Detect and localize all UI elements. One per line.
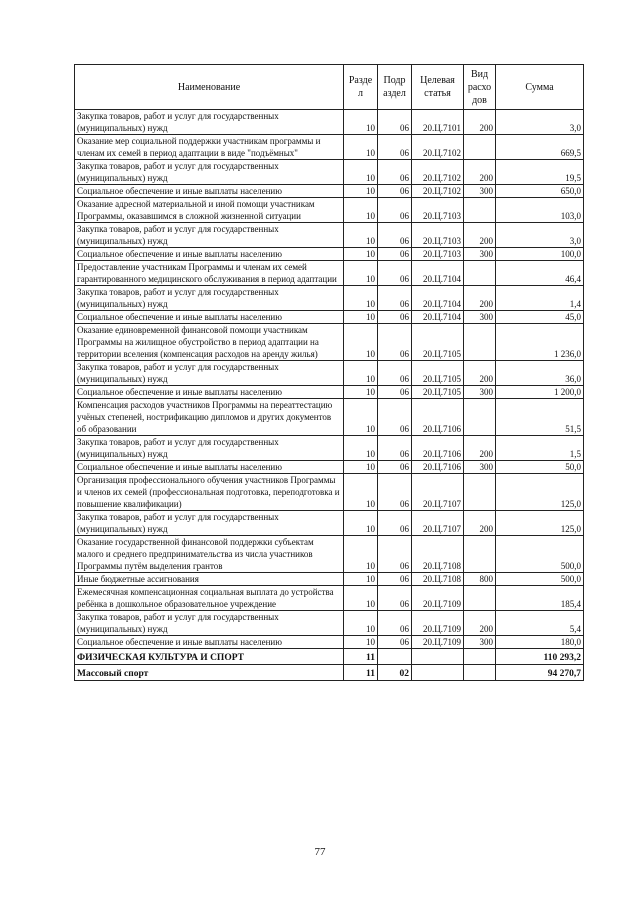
cell-amount: 46,4 [496, 261, 584, 286]
table-row [75, 361, 584, 386]
cell-section: 10 [344, 573, 378, 586]
cell-type: 200 [464, 611, 496, 636]
header-name: Наименование [75, 65, 344, 110]
cell-subsection: 06 [378, 135, 412, 160]
cell-type: 300 [464, 461, 496, 474]
cell-name: Социальное обеспечение и иные выплаты населению [75, 636, 344, 649]
cell-name: Предоставление участникам Программы и членам их семей гарантированного медицинского обслуживания в период адаптации [75, 261, 344, 286]
cell-target: 20.Ц.7107 [412, 474, 464, 511]
cell-name: Оказание единовременной финансовой помощи участникам Программы на жилищное обустройство в период адаптации на территории вселения (компенсация расходов на аренду жилья) [75, 324, 344, 361]
cell-type [464, 324, 496, 361]
cell-subsection: 06 [378, 611, 412, 636]
cell-target: 20.Ц.7102 [412, 160, 464, 185]
cell-target: 20.Ц.7109 [412, 636, 464, 649]
cell-type: 200 [464, 286, 496, 311]
cell-type [464, 665, 496, 681]
cell-target: 20.Ц.7104 [412, 286, 464, 311]
cell-name: Социальное обеспечение и иные выплаты населению [75, 311, 344, 324]
cell-amount: 103,0 [496, 198, 584, 223]
cell-target: 20.Ц.7105 [412, 324, 464, 361]
cell-section: 10 [344, 611, 378, 636]
table-row [75, 386, 584, 399]
table-row [75, 586, 584, 611]
cell-target [412, 649, 464, 665]
cell-name: Иные бюджетные ассигнования [75, 573, 344, 586]
cell-type: 300 [464, 185, 496, 198]
table-row [75, 311, 584, 324]
cell-section: 10 [344, 399, 378, 436]
cell-subsection: 06 [378, 110, 412, 135]
table-row [75, 261, 584, 286]
cell-section: 10 [344, 261, 378, 286]
cell-amount: 3,0 [496, 223, 584, 248]
cell-section: 10 [344, 461, 378, 474]
cell-type: 200 [464, 223, 496, 248]
cell-section: 10 [344, 135, 378, 160]
cell-amount: 500,0 [496, 536, 584, 573]
cell-subsection: 06 [378, 286, 412, 311]
cell-subsection: 06 [378, 198, 412, 223]
cell-type [464, 198, 496, 223]
cell-amount: 1 200,0 [496, 386, 584, 399]
table-row [75, 436, 584, 461]
cell-type: 800 [464, 573, 496, 586]
cell-section: 10 [344, 223, 378, 248]
cell-amount: 19,5 [496, 160, 584, 185]
cell-amount: 100,0 [496, 248, 584, 261]
cell-subsection: 06 [378, 536, 412, 573]
cell-subsection: 06 [378, 386, 412, 399]
cell-subsection: 06 [378, 586, 412, 611]
cell-name: Закупка товаров, работ и услуг для государственных (муниципальных) нужд [75, 511, 344, 536]
cell-target: 20.Ц.7101 [412, 110, 464, 135]
cell-section: 10 [344, 636, 378, 649]
cell-amount: 51,5 [496, 399, 584, 436]
cell-section: 10 [344, 474, 378, 511]
cell-type: 300 [464, 248, 496, 261]
cell-section: 10 [344, 361, 378, 386]
cell-section: 10 [344, 324, 378, 361]
cell-type: 300 [464, 636, 496, 649]
cell-name: Оказание мер социальной поддержки участникам программы и членам их семей в период адаптации в виде "подъёмных" [75, 135, 344, 160]
header-type-text: Вид расхо дов [467, 68, 492, 106]
cell-target: 20.Ц.7104 [412, 261, 464, 286]
cell-subsection: 06 [378, 361, 412, 386]
table-row [75, 185, 584, 198]
cell-type [464, 261, 496, 286]
cell-section: 10 [344, 185, 378, 198]
cell-amount: 125,0 [496, 474, 584, 511]
cell-name: Компенсация расходов участников Программы на переаттестацию учёных степеней, нострификацию дипломов и других документов об образовании [75, 399, 344, 436]
cell-section: 10 [344, 160, 378, 185]
table-row [75, 573, 584, 586]
cell-target: 20.Ц.7109 [412, 586, 464, 611]
cell-name: Социальное обеспечение и иные выплаты населению [75, 185, 344, 198]
table-header-row [75, 65, 584, 110]
header-section-text: Разде л [348, 75, 373, 99]
cell-subsection: 06 [378, 261, 412, 286]
cell-type: 300 [464, 311, 496, 324]
cell-name: Закупка товаров, работ и услуг для государственных (муниципальных) нужд [75, 160, 344, 185]
cell-section: 11 [344, 649, 378, 665]
cell-subsection: 06 [378, 324, 412, 361]
cell-subsection: 06 [378, 160, 412, 185]
table-row [75, 324, 584, 361]
cell-section: 10 [344, 248, 378, 261]
header-subsection [378, 65, 412, 110]
cell-target: 20.Ц.7103 [412, 223, 464, 248]
cell-target: 20.Ц.7105 [412, 361, 464, 386]
cell-subsection: 06 [378, 248, 412, 261]
cell-section: 10 [344, 311, 378, 324]
table-row [75, 665, 584, 681]
header-section [344, 65, 378, 110]
cell-subsection: 02 [378, 665, 412, 681]
cell-name: Массовый спорт [75, 665, 344, 681]
cell-name: Закупка товаров, работ и услуг для государственных (муниципальных) нужд [75, 110, 344, 135]
header-type [464, 65, 496, 110]
cell-section: 10 [344, 286, 378, 311]
cell-subsection: 06 [378, 573, 412, 586]
cell-target: 20.Ц.7106 [412, 461, 464, 474]
cell-type [464, 586, 496, 611]
cell-name: Социальное обеспечение и иные выплаты населению [75, 248, 344, 261]
table-row [75, 461, 584, 474]
table-row [75, 160, 584, 185]
cell-target: 20.Ц.7106 [412, 399, 464, 436]
cell-name: Оказание адресной материальной и иной помощи участникам Программы, оказавшимся в сложной жизненной ситуации [75, 198, 344, 223]
header-amount: Сумма [496, 65, 584, 110]
cell-target: 20.Ц.7102 [412, 135, 464, 160]
table-row [75, 536, 584, 573]
cell-target: 20.Ц.7103 [412, 248, 464, 261]
cell-section: 10 [344, 586, 378, 611]
cell-subsection: 06 [378, 223, 412, 248]
cell-target: 20.Ц.7106 [412, 436, 464, 461]
cell-amount: 1 236,0 [496, 324, 584, 361]
cell-amount: 5,4 [496, 611, 584, 636]
cell-name: Закупка товаров, работ и услуг для государственных (муниципальных) нужд [75, 223, 344, 248]
cell-amount: 180,0 [496, 636, 584, 649]
cell-target: 20.Ц.7108 [412, 536, 464, 573]
cell-subsection: 06 [378, 474, 412, 511]
cell-name: Оказание государственной финансовой поддержки субъектам малого и среднего предпринимательства из числа участников Программы путём выделения грантов [75, 536, 344, 573]
cell-type: 200 [464, 436, 496, 461]
cell-type [464, 399, 496, 436]
cell-name: Закупка товаров, работ и услуг для государственных (муниципальных) нужд [75, 436, 344, 461]
cell-amount: 1,4 [496, 286, 584, 311]
cell-amount: 50,0 [496, 461, 584, 474]
header-target [412, 65, 464, 110]
cell-type: 200 [464, 160, 496, 185]
cell-name: Социальное обеспечение и иные выплаты населению [75, 461, 344, 474]
table-row [75, 198, 584, 223]
cell-section: 10 [344, 511, 378, 536]
cell-type: 200 [464, 361, 496, 386]
cell-section: 10 [344, 386, 378, 399]
cell-amount: 500,0 [496, 573, 584, 586]
cell-type [464, 649, 496, 665]
cell-name: Закупка товаров, работ и услуг для государственных (муниципальных) нужд [75, 286, 344, 311]
table-body [75, 110, 584, 681]
cell-subsection: 06 [378, 511, 412, 536]
cell-target: 20.Ц.7108 [412, 573, 464, 586]
cell-amount: 185,4 [496, 586, 584, 611]
cell-subsection [378, 649, 412, 665]
cell-target: 20.Ц.7107 [412, 511, 464, 536]
cell-type: 300 [464, 386, 496, 399]
cell-section: 10 [344, 536, 378, 573]
table-row [75, 611, 584, 636]
cell-section: 10 [344, 436, 378, 461]
cell-amount: 650,0 [496, 185, 584, 198]
cell-subsection: 06 [378, 311, 412, 324]
cell-type: 200 [464, 110, 496, 135]
page-number: 77 [314, 846, 326, 858]
cell-amount: 125,0 [496, 511, 584, 536]
cell-type: 200 [464, 511, 496, 536]
cell-subsection: 06 [378, 399, 412, 436]
cell-subsection: 06 [378, 461, 412, 474]
cell-target [412, 665, 464, 681]
cell-amount: 3,0 [496, 110, 584, 135]
cell-amount: 1,5 [496, 436, 584, 461]
cell-section: 11 [344, 665, 378, 681]
cell-type [464, 536, 496, 573]
cell-section: 10 [344, 198, 378, 223]
cell-amount: 45,0 [496, 311, 584, 324]
cell-target: 20.Ц.7102 [412, 185, 464, 198]
cell-target: 20.Ц.7109 [412, 611, 464, 636]
cell-name: Закупка товаров, работ и услуг для государственных (муниципальных) нужд [75, 611, 344, 636]
cell-type [464, 135, 496, 160]
cell-name: Организация профессионального обучения участников Программы и членов их семей (профессиональная подготовка, переподготовка и повышение квалификации) [75, 474, 344, 511]
table-row [75, 223, 584, 248]
cell-amount: 94 270,7 [496, 665, 584, 681]
cell-name: Закупка товаров, работ и услуг для государственных (муниципальных) нужд [75, 361, 344, 386]
table-row [75, 649, 584, 665]
cell-subsection: 06 [378, 636, 412, 649]
cell-target: 20.Ц.7103 [412, 198, 464, 223]
table-row [75, 399, 584, 436]
header-subsection-text: Подр аздел [383, 75, 406, 99]
cell-amount: 110 293,2 [496, 649, 584, 665]
table-row [75, 511, 584, 536]
cell-name: Ежемесячная компенсационная социальная выплата до устройства ребёнка в дошкольное образовательное учреждение [75, 586, 344, 611]
header-target-text: Целевая статья [420, 75, 455, 99]
cell-amount: 669,5 [496, 135, 584, 160]
cell-type [464, 474, 496, 511]
table-row [75, 110, 584, 135]
table-row [75, 286, 584, 311]
cell-target: 20.Ц.7105 [412, 386, 464, 399]
budget-table [74, 64, 584, 681]
table-row [75, 248, 584, 261]
cell-name: Социальное обеспечение и иные выплаты населению [75, 386, 344, 399]
cell-amount: 36,0 [496, 361, 584, 386]
table-row [75, 135, 584, 160]
cell-name: ФИЗИЧЕСКАЯ КУЛЬТУРА И СПОРТ [75, 649, 344, 665]
cell-subsection: 06 [378, 436, 412, 461]
table-row [75, 636, 584, 649]
cell-subsection: 06 [378, 185, 412, 198]
table-row [75, 474, 584, 511]
cell-section: 10 [344, 110, 378, 135]
cell-target: 20.Ц.7104 [412, 311, 464, 324]
